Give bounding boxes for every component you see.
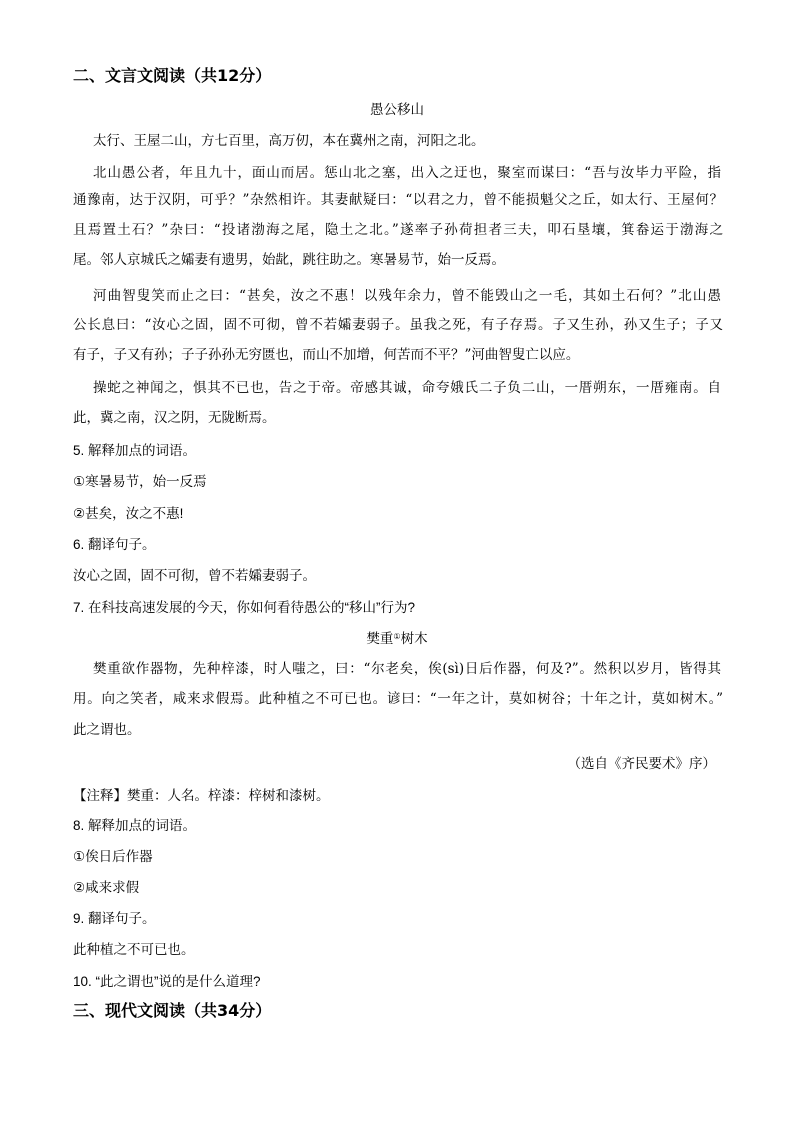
question-8-item-1: ①俟日后作器 [73,849,153,864]
passage-1-line: 北山愚公者，年且九十，面山而居。惩山北之塞，出入之迂也，聚室而谋曰：“吾与汝毕力平险，指 [93,165,721,181]
question-8: 8. 解释加点的词语。 [73,818,197,833]
question-7: 7. 在科技高速发展的今天，你如何看待愚公的“移山”行为? [73,600,416,615]
question-6-text: 汝心之固，固不可彻，曾不若孀妻弱子。 [73,568,316,583]
question-5-item-1: ①寒暑易节，始一反焉 [73,474,207,489]
question-5-item-2: ②甚矣，汝之不惠! [73,506,184,521]
passage-2-title-part: 树木 [400,631,428,647]
passage-1-line: 公长息曰：“汝心之固，固不可彻，曾不若孀妻弱子。虽我之死，有子存焉。子又生孙，孙又生子；子又 [73,317,723,333]
passage-2-line: 此之谓也。 [73,722,141,738]
passage-2-source: （选自《齐民要术》序） [567,756,716,771]
passage-1-line: 此，冀之南，汉之阴，无陇断焉。 [73,410,276,426]
question-10: 10. “此之谓也”说的是什么道理? [73,974,261,989]
passage-2-title-part: 樊重 [366,631,394,647]
passage-2-title [0,627,794,649]
passage-1-line: 操蛇之神闻之，惧其不已也，告之于帝。帝感其诚，命夸娥氏二子负二山，一厝朔东，一厝雍南。自 [93,380,721,396]
passage-2-line: 用。向之笑者，咸来求假焉。此种植之不可已也。谚曰：“一年之计，莫如树谷；十年之计，莫如树木。” [73,691,723,707]
question-9-text: 此种植之不可已也。 [73,942,195,957]
annotation-note: 【注释】樊重：人名。梓漆：梓树和漆树。 [73,788,330,803]
question-6: 6. 翻译句子。 [73,537,156,552]
question-8-item-2: ②咸来求假 [73,880,140,895]
footnote-marker: ① [393,632,401,641]
passage-1-line: 尾。邻人京城氏之孀妻有遗男，始龀，跳往助之。寒暑易节，始一反焉。 [73,252,505,268]
question-5: 5. 解释加点的词语。 [73,443,197,458]
section-3-heading: 三、现代文阅读（共34分） [73,1001,272,1020]
passage-1-line: 有子，子又有孙；子子孙孙无穷匮也，而山不加增，何苦而不平？”河曲智叟亡以应。 [73,347,580,363]
passage-2-line: 樊重欲作器物，先种梓漆，时人嗤之，曰：“尔老矣，俟(sì)日后作器，何及?”。然积以岁月，皆得其 [93,661,721,677]
passage-1-line: 通豫南，达于汉阴，可乎？”杂然相许。其妻献疑曰：“以君之力，曾不能损魁父之丘，如太行、王屋何？ [73,192,723,208]
passage-1-line: 且焉置土石？”杂曰：“投诸渤海之尾，隐土之北。”遂率子孙荷担者三夫，叩石垦壤，箕畚运于渤海之 [73,222,723,238]
passage-1-line: 太行、王屋二山，方七百里，高万仞，本在冀州之南，河阳之北。 [93,133,485,149]
question-9: 9. 翻译句子。 [73,911,156,926]
passage-1-line: 河曲智叟笑而止之曰：“甚矣，汝之不惠！以残年余力，曾不能毁山之一毛，其如土石何？”北山愚 [93,288,721,304]
section-2-heading: 二、文言文阅读（共12分） [73,66,272,85]
passage-1-title: 愚公移山 [370,102,424,118]
